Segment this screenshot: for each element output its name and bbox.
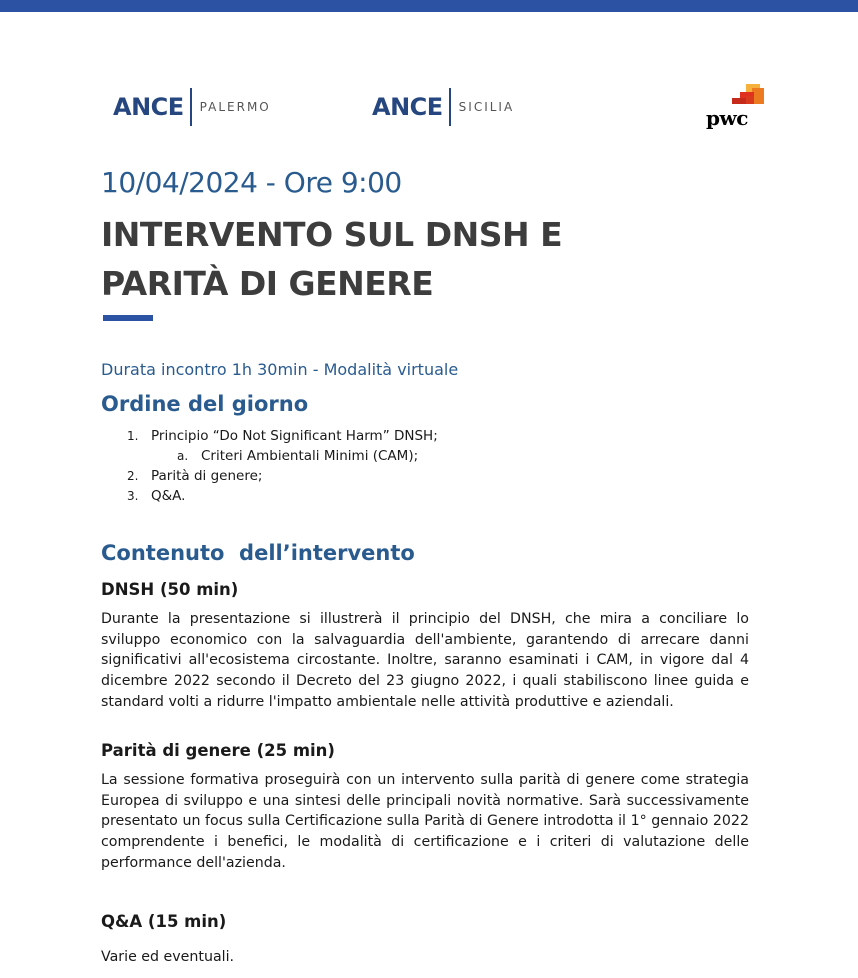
- top-accent-bar: [0, 0, 858, 12]
- pwc-logo: [706, 84, 766, 130]
- logo-divider: [449, 88, 451, 126]
- section-title-qa: Q&A (15 min): [101, 912, 227, 931]
- ance-palermo-brand: ANCE: [113, 93, 184, 121]
- agenda-item: [127, 486, 438, 506]
- agenda-heading: Ordine del giorno: [101, 392, 309, 416]
- pwc-wordmark: pwc: [706, 106, 748, 130]
- section-body-gender-parity: La sessione formativa proseguirà con un intervento sulla parità di genere come strategia Europea di sviluppo e una sintesi delle principali novità normative. Sarà successivamente presentato un focus sulla Certificazione sulla Parità di Genere introdotta il 1° gennaio 2022 comprendente i benefici, le modalità di certificazione e i criteri di valutazione delle performance dell'azienda.: [101, 772, 749, 871]
- agenda-item-label: Principio “Do Not Significant Harm” DNSH;: [151, 428, 438, 444]
- section-title-dnsh: DNSH (50 min): [101, 580, 239, 599]
- agenda-item-label: Parità di genere;: [151, 468, 263, 484]
- agenda-item-number: 2.: [127, 469, 139, 483]
- section-body-qa: Varie ed eventuali.: [101, 949, 235, 965]
- logo-divider: [190, 88, 192, 126]
- agenda-item-label: Criteri Ambientali Minimi (CAM);: [201, 448, 419, 464]
- agenda-list: [127, 426, 438, 506]
- meeting-duration: Durata incontro 1h 30min - Modalità virtuale: [101, 360, 459, 379]
- section-body-dnsh: Durante la presentazione si illustrerà il principio del DNSH, che mira a conciliare lo sviluppo economico con la salvaguardia dell'ambiente, garantendo di arrecare danni significativi all'ecosistema circostante. Inoltre, saranno esaminati i CAM, in vigore dal 4 dicembre 2022 secondo il Decreto del 23 giugno 2022, i quali stabiliscono linee guida e standard volti a ridurre l'impatto ambientale nelle attività produttive e aziendali.: [101, 611, 749, 710]
- title-line-1: INTERVENTO SUL DNSH E: [101, 215, 563, 254]
- event-date-time: 10/04/2024 - Ore 9:00: [101, 166, 402, 199]
- agenda-item-label: Q&A.: [151, 488, 186, 504]
- agenda-item: [127, 426, 438, 446]
- agenda-item: [127, 466, 438, 486]
- ance-palermo-sub: PALERMO: [199, 100, 271, 114]
- section-title-gender-parity: Parità di genere (25 min): [101, 741, 335, 760]
- pwc-mark-icon: [706, 84, 766, 108]
- ance-palermo-logo: [113, 88, 271, 126]
- title-underline: [103, 315, 153, 321]
- ance-sicilia-logo: [372, 88, 514, 126]
- agenda-item-number: a.: [177, 449, 189, 463]
- agenda-item-number: 3.: [127, 489, 139, 503]
- ance-sicilia-brand: ANCE: [372, 93, 443, 121]
- page-title: [101, 210, 562, 308]
- ance-sicilia-sub: SICILIA: [458, 100, 515, 114]
- content-heading: Contenuto dell’intervento: [101, 541, 415, 565]
- agenda-item-number: 1.: [127, 429, 139, 443]
- agenda-subitem: [127, 446, 438, 466]
- title-line-2: PARITÀ DI GENERE: [101, 264, 434, 303]
